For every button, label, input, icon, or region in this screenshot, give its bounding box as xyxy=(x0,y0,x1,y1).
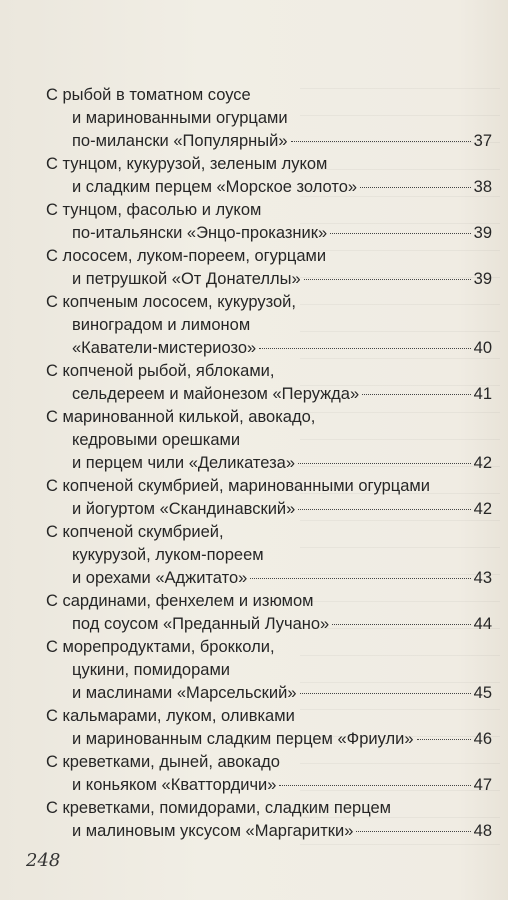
toc-entry-title-line: С тунцом, фасолью и луком xyxy=(46,201,262,219)
toc-entry-title-line: и сладким перцем «Морское золото» xyxy=(72,178,358,196)
toc-entry-last-line xyxy=(46,613,492,636)
toc-entry-title-line: С креветками, дыней, авокадо xyxy=(46,753,280,771)
page-number: 42 xyxy=(473,454,492,472)
toc-entry xyxy=(46,360,492,406)
toc-entry-last-line xyxy=(46,567,492,590)
dot-leader xyxy=(300,693,471,694)
toc-entry-title-line: и малиновым уксусом «Маргаритки» xyxy=(72,822,354,840)
toc-entry-title-line: С кальмарами, луком, оливками xyxy=(46,707,295,725)
toc-entry-title-line: виноградом и лимоном xyxy=(72,316,251,334)
page-number: 38 xyxy=(473,178,492,196)
toc-entry-title-line: С маринованной килькой, авокадо, xyxy=(46,408,316,426)
dot-leader xyxy=(259,348,470,349)
dot-leader xyxy=(250,578,470,579)
page-number: 39 xyxy=(473,224,492,242)
toc-entry xyxy=(46,199,492,245)
toc-entry-last-line xyxy=(46,176,492,199)
toc-entry-last-line xyxy=(46,774,492,797)
toc-entry-title-line: по-милански «Популярный» xyxy=(72,132,288,150)
page-number: 41 xyxy=(473,385,492,403)
page-folio-number: 248 xyxy=(26,850,61,871)
toc-entry-title-line: «Каватели-мистериозо» xyxy=(72,339,257,357)
toc-entry xyxy=(46,521,492,590)
toc-entry-title-line: по-итальянски «Энцо-проказник» xyxy=(72,224,328,242)
dot-leader xyxy=(362,394,470,395)
dot-leader xyxy=(356,831,470,832)
toc-entry-title-line: С креветками, помидорами, сладким перцем xyxy=(46,799,392,817)
table-of-contents xyxy=(46,84,492,843)
page-number: 44 xyxy=(473,615,492,633)
toc-entry-title-line: и коньяком «Кваттордичи» xyxy=(72,776,277,794)
toc-entry xyxy=(46,406,492,475)
toc-entry-last-line xyxy=(46,820,492,843)
dot-leader xyxy=(332,624,470,625)
dot-leader xyxy=(304,279,471,280)
toc-entry xyxy=(46,475,492,521)
toc-entry-title-line: цукини, помидорами xyxy=(72,661,231,679)
toc-entry-last-line xyxy=(46,268,492,291)
toc-entry-title-line: С тунцом, кукурузой, зеленым луком xyxy=(46,155,328,173)
toc-entry-title-line: и перцем чили «Деликатеза» xyxy=(72,454,296,472)
toc-entry xyxy=(46,84,492,153)
page-number: 40 xyxy=(473,339,492,357)
toc-entry-title-line: С морепродуктами, брокколи, xyxy=(46,638,275,656)
page-number: 37 xyxy=(473,132,492,150)
toc-entry-last-line xyxy=(46,130,492,153)
toc-entry-title-line: и маринованным сладким перцем «Фриули» xyxy=(72,730,414,748)
toc-entry xyxy=(46,797,492,843)
toc-entry-title-line: и маслинами «Марсельский» xyxy=(72,684,297,702)
dot-leader xyxy=(330,233,470,234)
toc-entry-title-line: кукурузой, луком-пореем xyxy=(72,546,264,564)
page-number: 47 xyxy=(473,776,492,794)
page-number: 45 xyxy=(473,684,492,702)
toc-entry-last-line xyxy=(46,452,492,475)
toc-entry-last-line xyxy=(46,383,492,406)
page-number: 46 xyxy=(473,730,492,748)
toc-entry xyxy=(46,153,492,199)
toc-entry xyxy=(46,751,492,797)
toc-entry-title-line: и орехами «Аджитато» xyxy=(72,569,248,587)
toc-entry xyxy=(46,291,492,360)
toc-entry-title-line: кедровыми орешками xyxy=(72,431,241,449)
toc-entry-title-line: С рыбой в томатном соусе xyxy=(46,86,251,104)
toc-entry-title-line: и петрушкой «От Донателлы» xyxy=(72,270,301,288)
toc-entry-title-line: С лососем, луком-пореем, огурцами xyxy=(46,247,327,265)
dot-leader xyxy=(298,463,471,464)
toc-entry xyxy=(46,245,492,291)
dot-leader xyxy=(279,785,470,786)
page-number: 42 xyxy=(473,500,492,518)
toc-entry-title-line: С копченой рыбой, яблоками, xyxy=(46,362,275,380)
toc-entry-title-line: С копченым лососем, кукурузой, xyxy=(46,293,296,311)
toc-entry xyxy=(46,590,492,636)
toc-entry-title-line: С копченой скумбрией, маринованными огурцами xyxy=(46,477,430,495)
dot-leader xyxy=(360,187,471,188)
toc-entry-title-line: С сардинами, фенхелем и изюмом xyxy=(46,592,314,610)
dot-leader xyxy=(298,509,470,510)
toc-entry-last-line xyxy=(46,682,492,705)
dot-leader xyxy=(417,739,471,740)
toc-entry xyxy=(46,705,492,751)
toc-entry xyxy=(46,636,492,705)
toc-entry-last-line xyxy=(46,498,492,521)
dot-leader xyxy=(291,141,471,142)
toc-entry-title-line: сельдереем и майонезом «Перужда» xyxy=(72,385,360,403)
page-number: 43 xyxy=(473,569,492,587)
toc-entry-title-line: и маринованными огурцами xyxy=(72,109,288,127)
toc-entry-last-line xyxy=(46,337,492,360)
page-number: 48 xyxy=(473,822,492,840)
toc-entry-title-line: С копченой скумбрией, xyxy=(46,523,224,541)
page-number: 39 xyxy=(473,270,492,288)
toc-entry-title-line: и йогуртом «Скандинавский» xyxy=(72,500,296,518)
toc-entry-title-line: под соусом «Преданный Лучано» xyxy=(72,615,330,633)
toc-entry-last-line xyxy=(46,222,492,245)
toc-entry-last-line xyxy=(46,728,492,751)
